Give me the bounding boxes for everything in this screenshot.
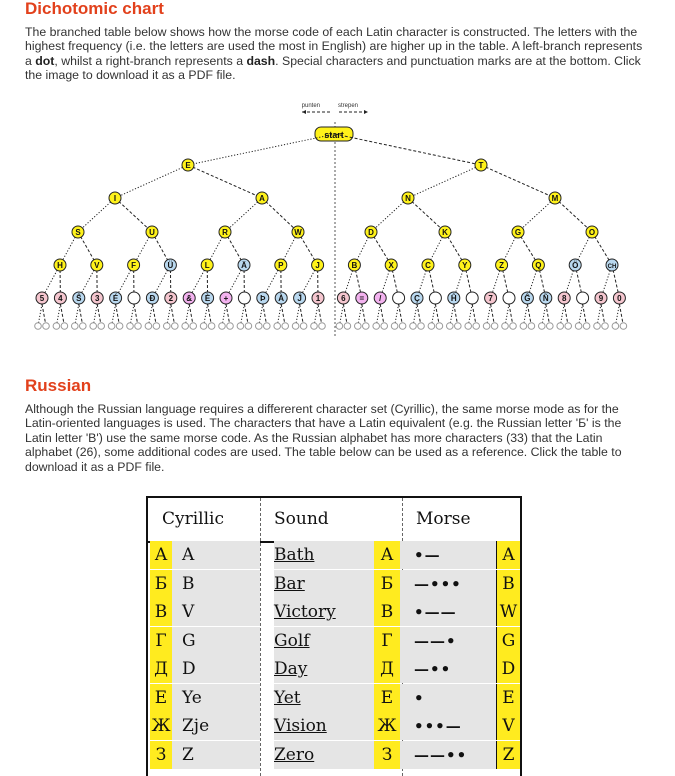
left-arrow-icon	[302, 110, 306, 114]
leaf-node	[528, 323, 535, 330]
node-level5-21	[429, 292, 441, 304]
sound-word: Bar	[274, 570, 498, 598]
tree-branch	[555, 198, 592, 232]
node-level5-11	[238, 292, 250, 304]
leaf-node	[520, 323, 527, 330]
leaf-node	[465, 323, 472, 330]
cyrillic-letter-2: Е	[374, 684, 400, 712]
cyrillic-letter: Е	[150, 684, 172, 712]
node-level4-3-label: Ü	[168, 261, 174, 270]
leaf-node	[344, 323, 351, 330]
leaf-node	[145, 323, 152, 330]
dot-word: dot	[35, 54, 54, 68]
morse-code: •••—	[410, 712, 494, 740]
node-level5-25	[503, 292, 515, 304]
node-level4-8-label: B	[352, 261, 358, 270]
node-e-label: E	[185, 161, 191, 170]
latin-equivalent: A	[496, 541, 520, 569]
cyrillic-letter-2: Г	[374, 627, 400, 655]
leaf-node	[153, 323, 160, 330]
node-level5-1-label: 4	[58, 294, 63, 303]
leaf-node	[336, 323, 343, 330]
latin-equivalent: D	[496, 655, 520, 683]
tree-branch	[115, 165, 188, 198]
tree-branch	[408, 198, 445, 232]
node-level4-12-label: Z	[499, 261, 504, 270]
node-t-label: T	[479, 161, 484, 170]
table-row	[148, 741, 520, 769]
node-level5-13-label: À	[278, 294, 284, 303]
node-n-label: N	[405, 194, 411, 203]
node-level4-13-label: Q	[535, 261, 541, 270]
node-i-label: I	[114, 194, 116, 203]
node-d-label: D	[368, 228, 374, 237]
tree-branch	[188, 134, 335, 165]
leaf-node	[127, 323, 134, 330]
cyrillic-letter: Г	[150, 627, 172, 655]
leaf-node	[164, 323, 171, 330]
node-level5-18-label: /	[379, 294, 382, 303]
leaf-node	[418, 323, 425, 330]
leaf-node	[373, 323, 380, 330]
header-cyrillic: Cyrillic	[162, 509, 224, 529]
node-m-label: M	[552, 194, 559, 203]
leaf-node	[237, 323, 244, 330]
tree-branch	[225, 198, 262, 232]
cyrillic-letter: Д	[150, 655, 172, 683]
tree-branch	[518, 198, 555, 232]
node-g-label: G	[515, 228, 521, 237]
tree-branch	[408, 165, 481, 198]
node-level4-5-label: Ä	[241, 261, 247, 270]
latin-equivalent: Z	[496, 741, 520, 769]
sound-word: Victory	[274, 598, 498, 626]
cyrillic-letter-2: Ж	[374, 712, 400, 740]
table-row	[148, 598, 520, 626]
header-sound: Sound	[274, 509, 329, 529]
node-level5-23	[466, 292, 478, 304]
cyrillic-letter-2: Д	[374, 655, 400, 683]
latin-equivalent: W	[496, 598, 520, 626]
leaf-node	[98, 323, 105, 330]
transliteration: Zje	[172, 712, 260, 740]
node-level5-8-label: &	[186, 294, 192, 303]
cyrillic-letter: В	[150, 598, 172, 626]
node-level5-10-label: +	[224, 294, 229, 303]
leaf-node	[319, 323, 326, 330]
leaf-node	[620, 323, 627, 330]
node-level4-4-label: L	[205, 261, 210, 270]
transliteration: D	[172, 655, 260, 683]
node-level5-0-label: 5	[40, 294, 45, 303]
node-level5-2-label: Ŝ	[76, 294, 82, 303]
latin-equivalent: B	[496, 570, 520, 598]
cyrillic-letter: Ж	[150, 712, 172, 740]
leaf-node	[575, 323, 582, 330]
leaf-node	[381, 323, 388, 330]
leaf-node	[602, 323, 609, 330]
node-level4-10-label: C	[425, 261, 431, 270]
node-level4-1-label: V	[94, 261, 100, 270]
sound-word: Bath	[274, 541, 498, 569]
leaf-node	[447, 323, 454, 330]
morse-code: •—	[410, 541, 494, 569]
leaf-node	[311, 323, 318, 330]
leaf-node	[72, 323, 79, 330]
node-level4-15-label: CH	[608, 264, 617, 270]
node-level4-7-label: J	[315, 261, 319, 270]
transliteration: G	[172, 627, 260, 655]
leaf-node	[227, 323, 234, 330]
morse-tree-chart[interactable]	[0, 98, 675, 338]
table-row	[148, 712, 520, 740]
leaf-node	[363, 323, 370, 330]
leaf-node	[428, 323, 435, 330]
tree-branch	[115, 198, 152, 232]
sound-word: Day	[274, 655, 498, 683]
node-o-label: O	[589, 228, 595, 237]
dichotomic-paragraph: The branched table below shows how the morse code of each Latin character is constructed. The letters with the highest frequency (i.e. the letters are used the most in English) are higher up in the table. A left-branch represents a dot, whilst a right-branch represents a dash. Special characters and punctuation marks are at the bottom. Click the image to download it as a PDF file.	[25, 25, 650, 83]
node-k-label: K	[442, 228, 448, 237]
leaf-node	[483, 323, 490, 330]
morse-code: •	[410, 684, 494, 712]
cyrillic-letter-2: В	[374, 598, 400, 626]
table-row	[148, 684, 520, 712]
right-arrow-icon	[364, 110, 368, 114]
leaf-node	[35, 323, 42, 330]
tree-branch	[335, 134, 481, 165]
leaf-node	[502, 323, 509, 330]
leaf-node	[557, 323, 564, 330]
node-level4-11-label: Y	[462, 261, 468, 270]
cyrillic-letter-2: А	[374, 541, 400, 569]
leaf-node	[583, 323, 590, 330]
leaf-node	[116, 323, 123, 330]
node-level5-16-label: 6	[341, 294, 346, 303]
sound-word: Yet	[274, 684, 498, 712]
cyrillic-letter: А	[150, 541, 172, 569]
node-level5-14-label: Ĵ	[297, 294, 302, 303]
node-level4-14-label: Ö	[572, 261, 578, 270]
dash-word: dash	[246, 54, 275, 68]
node-level5-4-label: É	[113, 294, 119, 303]
node-level5-24-label: 7	[488, 294, 493, 303]
cyrillic-letter-2: Б	[374, 570, 400, 598]
leaf-node	[473, 323, 480, 330]
leaf-node	[565, 323, 572, 330]
node-level5-7-label: 2	[169, 294, 174, 303]
leaf-node	[391, 323, 398, 330]
latin-equivalent: G	[496, 627, 520, 655]
leaf-node	[410, 323, 417, 330]
node-level5-31-label: 0	[617, 294, 622, 303]
sound-word: Zero	[274, 741, 498, 769]
node-level5-28-label: 8	[562, 294, 567, 303]
leaf-node	[594, 323, 601, 330]
table-row	[148, 655, 520, 683]
leaf-node	[491, 323, 498, 330]
leaf-node	[43, 323, 50, 330]
node-level4-9-label: X	[389, 261, 395, 270]
leaf-node	[436, 323, 443, 330]
leaf-node	[219, 323, 226, 330]
transliteration: V	[172, 598, 260, 626]
leaf-node	[190, 323, 197, 330]
dichotomic-heading: Dichotomic chart	[25, 0, 164, 19]
transliteration: B	[172, 570, 260, 598]
node-level5-20-label: Ç	[414, 294, 420, 303]
leaf-node	[108, 323, 115, 330]
leaf-node	[264, 323, 271, 330]
node-u-label: U	[149, 228, 155, 237]
dashes-direction-label: strepen	[338, 103, 358, 109]
node-s-label: S	[75, 228, 81, 237]
node-level5-27-label: Ñ	[543, 294, 549, 303]
morse-code: ——••	[410, 741, 494, 769]
cyrillic-table[interactable]	[146, 496, 522, 776]
leaf-node	[255, 323, 262, 330]
leaf-node	[539, 323, 546, 330]
morse-code: —•••	[410, 570, 494, 598]
leaf-node	[208, 323, 215, 330]
node-level5-3-label: 3	[95, 294, 100, 303]
transliteration: Ye	[172, 684, 260, 712]
tree-branch	[371, 198, 408, 232]
leaf-node	[612, 323, 619, 330]
node-level5-15-label: 1	[316, 294, 321, 303]
tree-branch	[481, 165, 555, 198]
leaf-node	[510, 323, 517, 330]
node-level5-19	[393, 292, 405, 304]
table-row	[148, 570, 520, 598]
leaf-node	[53, 323, 60, 330]
table-header	[148, 498, 520, 543]
tree-branch	[188, 165, 262, 198]
leaf-node	[292, 323, 299, 330]
russian-heading: Russian	[25, 376, 91, 396]
node-level5-30-label: 9	[599, 294, 604, 303]
leaf-node	[274, 323, 281, 330]
node-level4-2-label: F	[131, 261, 136, 270]
node-a-label: A	[259, 194, 265, 203]
morse-code: ——•	[410, 627, 494, 655]
node-level5-22-label: Ĥ	[451, 294, 457, 303]
leaf-node	[547, 323, 554, 330]
dots-direction-label: punten	[302, 103, 320, 109]
leaf-node	[455, 323, 462, 330]
leaf-node	[80, 323, 87, 330]
node-level5-26-label: Ĝ	[524, 294, 530, 303]
start-node-label: start	[324, 130, 344, 140]
leaf-node	[182, 323, 189, 330]
latin-equivalent: V	[496, 712, 520, 740]
node-w-label: W	[294, 228, 302, 237]
leaf-node	[61, 323, 68, 330]
node-level5-5	[128, 292, 140, 304]
node-level5-6-label: Ð	[150, 294, 156, 303]
node-level5-17-label: =	[359, 294, 364, 303]
node-level5-29	[577, 292, 589, 304]
transliteration: A	[172, 541, 260, 569]
leaf-node	[245, 323, 252, 330]
node-level5-12-label: Þ	[260, 294, 266, 303]
leaf-node	[90, 323, 97, 330]
morse-code: —••	[410, 655, 494, 683]
leaf-node	[135, 323, 142, 330]
leaf-node	[399, 323, 406, 330]
sound-word: Vision	[274, 712, 498, 740]
sound-word: Golf	[274, 627, 498, 655]
node-level4-0-label: H	[57, 261, 63, 270]
leaf-node	[300, 323, 307, 330]
leaf-node	[200, 323, 207, 330]
cyrillic-letter-2: З	[374, 741, 400, 769]
header-morse: Morse	[416, 509, 471, 529]
latin-equivalent: E	[496, 684, 520, 712]
russian-paragraph: Although the Russian language requires a differerent character set (Cyrillic), the same morse mode as for the Latin-oriented languages is used. The characters that have a Latin equivalent (e.g. the Russian letter 'Б' is the Latin letter 'B') use the same morse code. As the Russian alphabet has more characters (33) that the Latin alphabet (26), some additional codes are used. The table below can be used as a reference. Click the table to download it as a PDF file.	[25, 402, 650, 474]
leaf-node	[172, 323, 179, 330]
leaf-node	[355, 323, 362, 330]
node-level5-9-label: È	[205, 294, 211, 303]
cyrillic-letter: Б	[150, 570, 172, 598]
node-r-label: R	[222, 228, 228, 237]
transliteration: Z	[172, 741, 260, 769]
cyrillic-letter: З	[150, 741, 172, 769]
morse-code: •——	[410, 598, 494, 626]
table-row	[148, 627, 520, 655]
tree-branch	[262, 198, 298, 232]
tree-branch	[78, 198, 115, 232]
node-level4-6-label: P	[278, 261, 284, 270]
table-row	[148, 541, 520, 569]
leaf-node	[282, 323, 289, 330]
